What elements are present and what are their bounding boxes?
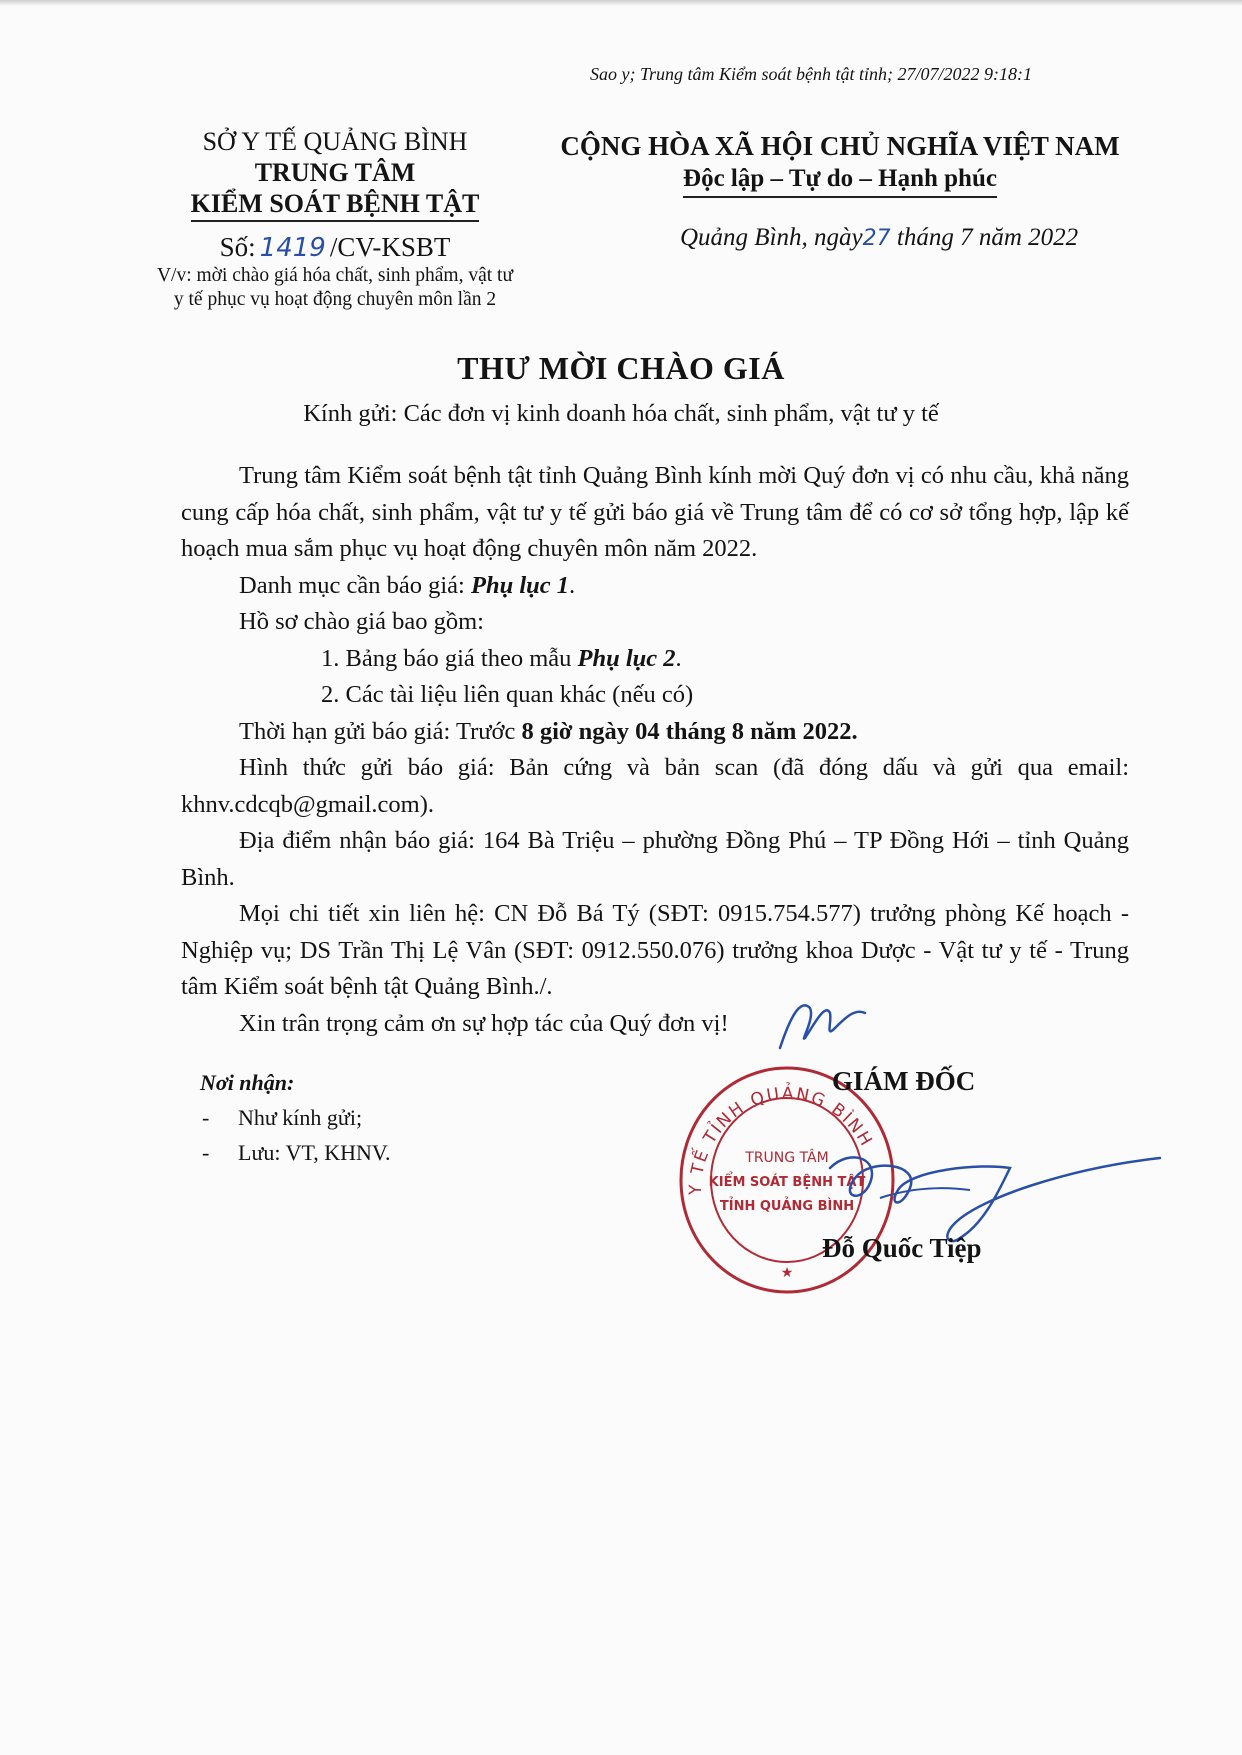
date-day-handwritten: 27 (862, 226, 891, 251)
recipient-item: - Như kính gửi; (200, 1100, 391, 1135)
intro-paragraph: Trung tâm Kiểm soát bệnh tật tỉnh Quảng Bình kính mời Quý đơn vị có nhu cầu, khả năng cung cấp hóa chất, sinh phẩm, vật tư y tế gửi báo giá về Trung tâm để có cơ sở tổng hợp, lập kế hoạch mua sắm phục vụ hoạt động chuyên môn năm 2022. (181, 462, 1129, 562)
item1-text: 1. Bảng báo giá theo mẫu (321, 644, 578, 672)
issuer-center-name: KIỂM SOÁT BỆNH TẬT (191, 188, 480, 222)
subject-line-1: V/v: mời chào giá hóa chất, sinh phẩm, vật tư (156, 265, 514, 286)
letter-body (181, 458, 1129, 1042)
doc-number-prefix: Số: (219, 232, 256, 262)
deadline-label: Thời hạn gửi báo giá: Trước (239, 717, 522, 745)
stamp-center-line-2: KIỂM SOÁT BỆNH TẬT (708, 1175, 866, 1190)
signer-title: GIÁM ĐỐC (832, 1066, 976, 1096)
stamp-center-line-1: TRUNG TÂM (745, 1150, 829, 1166)
copy-note: Sao y; Trung tâm Kiểm soát bệnh tật tỉnh; 27/07/2022 9:18:1 (590, 64, 1032, 84)
deadline-paragraph (181, 714, 1129, 751)
nation-name: CỘNG HÒA XÃ HỘI CHỦ NGHĨA VIỆT NAM (560, 131, 1120, 161)
doc-number-suffix: /CV-KSBT (329, 232, 451, 262)
date-prefix: Quảng Bình, ngày (680, 224, 863, 251)
handwritten-signature (770, 1128, 1170, 1248)
national-motto: Độc lập – Tự do – Hạnh phúc (683, 163, 997, 198)
recipient-item: - Lưu: VT, KHNV. (200, 1135, 391, 1170)
handwritten-initials (770, 988, 870, 1058)
dossier-paragraph: Hồ sơ chào giá bao gồm: (239, 608, 484, 635)
stamp-ring-text: Y TẾ TỈNH QUẢNG BÌNH (685, 1083, 877, 1196)
location-paragraph: Địa điểm nhận báo giá: 164 Bà Triệu – phường Đồng Phú – TP Đồng Hới – tỉnh Quảng Bình. (181, 827, 1129, 891)
deadline-value: 8 giờ ngày 04 tháng 8 năm 2022. (521, 717, 858, 745)
list-paragraph (181, 568, 1129, 605)
issuer-ministry: SỞ Y TẾ QUẢNG BÌNH (202, 127, 468, 156)
stamp-star-icon: ★ (780, 1266, 794, 1281)
signer-name: Đỗ Quốc Tiệp (822, 1233, 982, 1263)
stamp-center-line-3: TỈNH QUẢNG BÌNH (719, 1199, 855, 1214)
date-line (680, 224, 1078, 252)
item1-end: . (675, 644, 682, 672)
contact-paragraph: Mọi chi tiết xin liên hệ: CN Đỗ Bá Tý (SĐT: 0915.754.577) trưởng phòng Kế hoạch - Nghiệp vụ; DS Trần Thị Lệ Vân (SĐT: 0912.550.076) trưởng khoa Dược - Vật tư y tế - Trung tâm Kiểm soát bệnh tật Quảng Bình./. (181, 900, 1129, 1000)
subject (120, 264, 550, 312)
dossier-item-2: 2. Các tài liệu liên quan khác (nếu có) (321, 681, 694, 708)
addressee: Kính gửi: Các đơn vị kinh doanh hóa chất, sinh phẩm, vật tư y tế (303, 400, 939, 427)
doc-number-handwritten: 1419 (259, 233, 326, 263)
scan-edge (0, 0, 1242, 6)
document-number (120, 232, 550, 263)
issuer-center: TRUNG TÂM (254, 158, 416, 187)
national-header (540, 130, 1140, 198)
list-reference: Phụ lục 1 (470, 571, 570, 599)
recipients-heading: Nơi nhận: (200, 1070, 295, 1095)
document-title: THƯ MỜI CHÀO GIÁ (457, 350, 785, 386)
recipients-block (200, 1065, 391, 1170)
issuer-header (120, 126, 550, 222)
list-end: . (569, 571, 576, 599)
thanks-paragraph: Xin trân trọng cảm ơn sự hợp tác của Quý đơn vị! (239, 1009, 729, 1037)
dossier-item-1 (181, 641, 1129, 678)
method-paragraph: Hình thức gửi báo giá: Bản cứng và bản scan (đã đóng dấu và gửi qua email: khnv.cdcqb@gmail.com). (181, 754, 1129, 818)
list-label: Danh mục cần báo giá: (239, 571, 471, 599)
item1-reference: Phụ lục 2 (577, 644, 676, 672)
date-suffix: tháng 7 năm 2022 (896, 224, 1079, 251)
subject-line-2: y tế phục vụ hoạt động chuyên môn lần 2 (173, 289, 497, 310)
